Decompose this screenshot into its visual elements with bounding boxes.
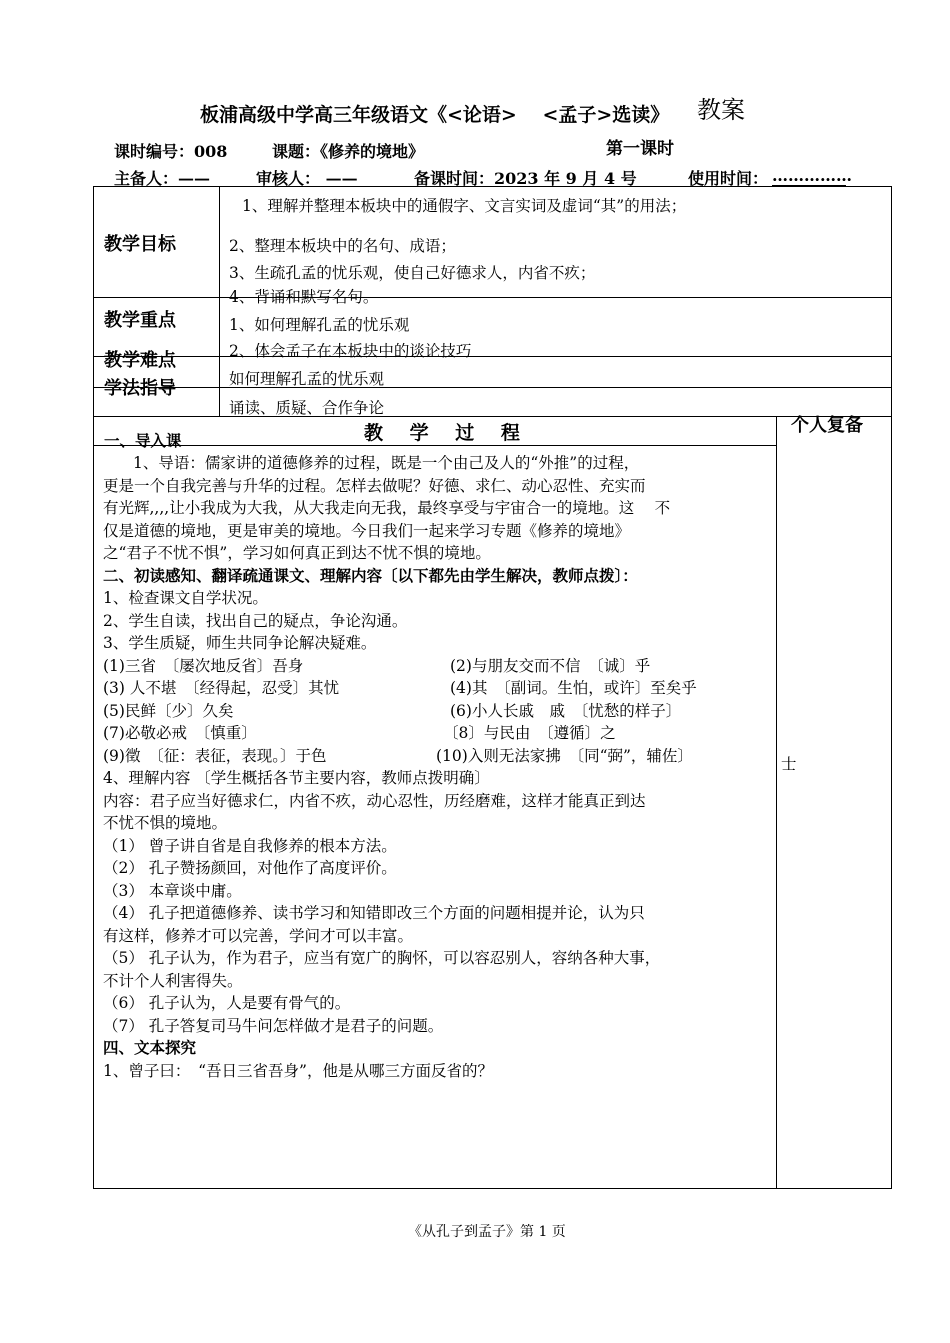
goal-item: 2、整理本板块中的名句、成语；	[229, 237, 456, 255]
vocab-row	[103, 700, 773, 723]
vocab-item: (10)入则无法家拂 〔同“弼”，辅佐〕	[436, 746, 693, 765]
vocab-row	[103, 655, 773, 678]
step-item: 1、检查课文自学状况。	[103, 589, 268, 607]
document-title: 板浦高级中学高三年级语文《<论语> <孟子>选读》	[200, 104, 670, 126]
point-line: （3） 本章谈中庸。	[103, 881, 242, 900]
point-line: （7） 孔子答复司马牛问怎样做才是君子的问题。	[103, 1016, 444, 1035]
label-column-divider	[219, 186, 220, 416]
vocab-row	[103, 722, 773, 745]
lesson-topic: 课题：《修养的境地》	[272, 142, 425, 161]
vocab-item: (6)小人长戚 戚 〔忧愁的样子〕	[450, 701, 682, 720]
section-1-heading: 一、导入课	[104, 431, 182, 450]
question-item: 1、曾子曰： “吾日三省吾身”，他是从哪三方面反省的？	[103, 1061, 493, 1080]
step-item: 3、学生质疑，师生共同争论解决疑难。	[103, 634, 377, 652]
row-divider	[93, 445, 777, 446]
lesson-session: 第一课时	[606, 139, 674, 159]
key-points-label: 教学重点	[104, 310, 176, 331]
personal-review-header: 个人复备	[791, 415, 863, 436]
method-text: 诵读、质疑、合作争论	[229, 399, 385, 417]
preparer: 主备人：——	[114, 169, 211, 188]
use-time-label: 使用时间：	[688, 169, 769, 188]
section-4-heading: 四、文本探究	[103, 1038, 197, 1057]
intro-line: 1、导语：儒家讲的道德修养的过程，既是一个由己及人的“外推”的过程，	[133, 454, 640, 472]
vocab-row	[103, 745, 773, 768]
process-body	[103, 452, 773, 1082]
row-divider	[93, 356, 892, 357]
vocab-item: (1)三省 〔屡次地反省〕吾身	[103, 656, 304, 675]
difficulties-label: 教学难点	[104, 350, 176, 371]
intro-line: 之“君子不忧不惧”，学习如何真正到达不忧不惧的境地。	[103, 544, 491, 562]
point-line: 有这样，修养才可以完善，学问才可以丰富。	[103, 926, 414, 945]
goal-item: 1、理解并整理本板块中的通假字、文言实词及虚词“其”的用法；	[242, 197, 687, 215]
goal-item: 3、生疏孔孟的忧乐观，使自己好德求人，内省不疚；	[229, 264, 596, 282]
vocab-item: 〔8〕与民由 〔遵循〕之	[443, 724, 616, 742]
point-line: （6） 孔子认为，人是要有骨气的。	[103, 994, 351, 1012]
intro-line: 有光辉,,,,让小我成为大我，从大我走向无我，最终享受与宇宙合一的境地。这 不	[103, 499, 671, 517]
section-2-note: 〔以下都先由学生解决，教师点拨〕：	[382, 565, 638, 585]
content-line: 内容：君子应当好德求仁，内省不疚，动心忍性，历经磨难，这样才能真正到达	[103, 791, 646, 810]
difficulties-text: 如何理解孔孟的忧乐观	[229, 370, 385, 388]
section-2-heading: 二、初读感知、翻译疏通课文、理解内容	[103, 565, 383, 585]
point-line: （1） 曾子讲自省是自我修养的根本方法。	[103, 836, 397, 855]
key-point-item: 2、体会孟子在本板块中的谈论技巧	[229, 342, 472, 360]
step-item: 2、学生自读，找出自己的疑点，争论沟通。	[103, 611, 408, 630]
row-divider	[93, 387, 892, 388]
goals-label: 教学目标	[104, 234, 176, 255]
point-line: 不计个人利害得失。	[103, 971, 243, 990]
section-2-heading-line	[103, 565, 773, 588]
vocab-list	[103, 655, 773, 768]
intro-line: 仅是道德的境地，更是审美的境地。今日我们一起来学习专题《修养的境地》	[103, 521, 631, 540]
reviewer: 审核人： ——	[256, 169, 358, 188]
vocab-item: (3) 人不堪 〔经得起，忍受〕其忧	[103, 679, 340, 697]
process-title: 教 学 过 程	[364, 422, 530, 444]
vocab-item: (4)其 〔副词。生怕，或许〕至矣乎	[450, 679, 697, 697]
key-point-item: 1、如何理解孔孟的忧乐观	[229, 316, 410, 334]
vocab-item: (9)徵 〔征：表征，表现。〕于色	[103, 746, 327, 765]
vocab-item: (2)与朋友交而不信 〔诚〕乎	[450, 656, 651, 675]
point-line: （5） 孔子认为，作为君子，应当有宽广的胸怀，可以容忍别人，容纳各种大事，	[103, 949, 661, 967]
method-label: 学法指导	[104, 378, 176, 399]
point-line: （2） 孔子赞扬颜回，对他作了高度评价。	[103, 859, 397, 877]
row-divider	[93, 416, 892, 417]
vocab-item: (7)必敬必戒 〔慎重〕	[103, 724, 257, 742]
goal-item: 4、背诵和默写名句。	[229, 288, 379, 306]
point-line: （4） 孔子把道德修养、读书学习和知错即改三个方面的问题相提并论，认为只	[103, 904, 645, 922]
side-note: 士	[781, 755, 797, 773]
row-divider	[93, 297, 892, 298]
vocab-item: (5)民鲜〔少〕久矣	[103, 701, 234, 720]
document-title-suffix: 教案	[697, 96, 745, 124]
prep-time: 备课时间：2023 年 9 月 4 号	[414, 169, 637, 188]
intro-line: 更是一个自我完善与升华的过程。怎样去做呢？好德、求仁、动心忍性、充实而	[103, 476, 646, 495]
use-time-blank: ……………	[772, 166, 852, 185]
step-item: 4、理解内容 〔学生概括各节主要内容，教师点拨明确〕	[103, 769, 490, 787]
vocab-row	[103, 677, 773, 700]
page-footer: 《从孔子到孟子》第 1 页	[408, 1224, 566, 1240]
content-line: 不忧不惧的境地。	[103, 814, 228, 832]
side-column-divider	[776, 416, 777, 1189]
lesson-number: 课时编号：008	[114, 142, 228, 161]
